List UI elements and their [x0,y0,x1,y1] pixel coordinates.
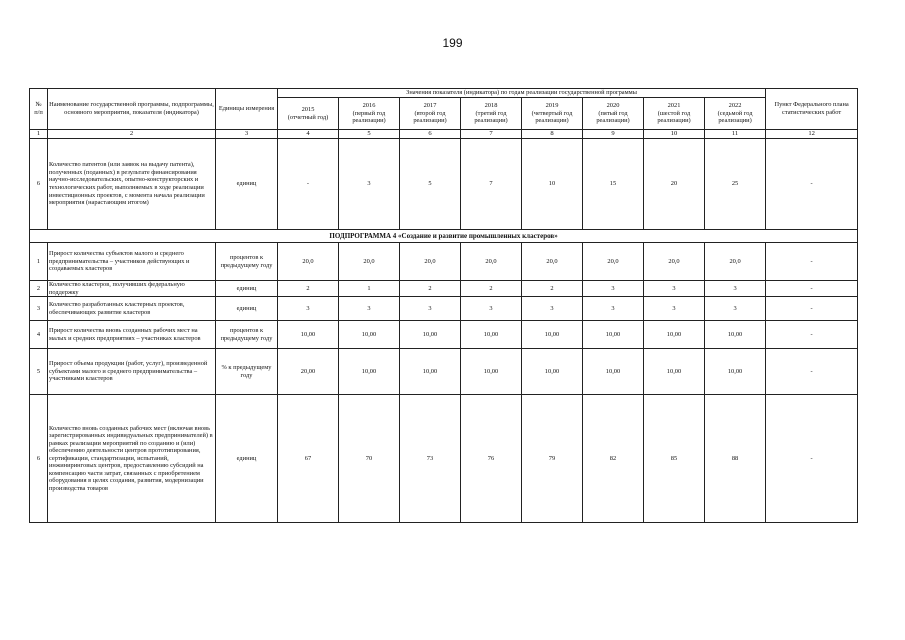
statistical-plan-point: - [766,243,858,281]
indicator-value: 3 [705,281,766,297]
indicator-value: 3 [644,297,705,321]
statistical-plan-point: - [766,281,858,297]
indicator-value: 15 [583,139,644,230]
indicator-value: 20,0 [522,243,583,281]
indicator-value: 3 [705,297,766,321]
indicator-value: 10,00 [583,321,644,349]
indicator-value: 88 [705,395,766,523]
table-row [30,281,858,297]
subprogram-title: ПОДПРОГРАММА 4 «Создание и развитие промышленных кластеров» [30,230,858,243]
header-year-2017 [400,98,461,130]
indicator-value: 7 [461,139,522,230]
indicator-name: Количество вновь созданных рабочих мест (включая вновь зарегистрированных индивидуальных предпринимателей) в рамках реализации мероприятий по созданию и (или) обеспечению деятельности центров прототипирования, сертификации, стандартизации, испытаний, инжиниринговых центров, предоставлению субсидий на компенсацию части затрат, связанных с приобретением оборудования в целях создания, развития, модернизации производства товаров [48,395,216,523]
indicator-name: Прирост количества субъектов малого и среднего предпринимательства – участников действующих и создаваемых кластеров [48,243,216,281]
indicator-value: 2 [278,281,339,297]
indicator-value: 10 [522,139,583,230]
table-row [30,139,858,230]
indicator-value: 25 [705,139,766,230]
header-year-note: (седьмой год реализации) [717,109,753,125]
header-year-value: 2020 [606,102,620,110]
column-number-2: 2 [48,130,216,139]
indicator-value: 10,00 [400,321,461,349]
header-name: Наименование государственной программы, подпрограммы, основного мероприятия, показателя (индикатора) [48,89,216,130]
indicator-value: 3 [339,297,400,321]
header-year-value: 2017 [423,102,437,110]
indicator-value: 3 [583,297,644,321]
indicator-value: 20,0 [583,243,644,281]
header-year-value: 2015 [301,105,315,113]
header-point: Пункт Федерального плана статистических работ [766,89,858,130]
indicator-unit: % к предыдущему году [216,349,278,395]
indicator-value: 20,0 [705,243,766,281]
indicator-name: Количество кластеров, получивших федеральную поддержку [48,281,216,297]
indicator-value: 10,00 [705,349,766,395]
header-values-group: Значения показателя (индикатора) по годам реализации государственной программы [278,89,766,98]
indicator-value: 10,00 [644,321,705,349]
header-year-2019 [522,98,583,130]
row-number: 4 [30,321,48,349]
statistical-plan-point: - [766,139,858,230]
statistical-plan-point: - [766,321,858,349]
column-number-5: 5 [339,130,400,139]
indicator-unit: процентов к предыдущему году [216,243,278,281]
indicator-value: 5 [400,139,461,230]
subprogram-row [30,230,858,243]
header-year-note: (первый год реализации) [352,109,386,125]
row-number: 6 [30,139,48,230]
indicator-value: 1 [339,281,400,297]
indicator-value: 3 [400,297,461,321]
header-year-2015 [278,98,339,130]
indicator-value: 20,0 [339,243,400,281]
indicator-value: 10,00 [339,349,400,395]
header-year-note: (пятый год реализации) [596,109,630,125]
column-number-11: 11 [705,130,766,139]
header-year-note: (шестой год реализации) [657,109,691,125]
indicator-value: 10,00 [461,349,522,395]
indicator-value: 3 [339,139,400,230]
header-year-note: (четвертый год реализации) [531,109,573,125]
indicator-value: 2 [461,281,522,297]
indicator-unit: единиц [216,395,278,523]
indicator-value: 10,00 [278,321,339,349]
indicator-value: 2 [522,281,583,297]
column-number-6: 6 [400,130,461,139]
indicator-value: 79 [522,395,583,523]
indicator-name: Прирост количества вновь созданных рабочих мест на малых и средних предприятиях – участниках кластеров [48,321,216,349]
table-row [30,395,858,523]
indicator-unit: единиц [216,297,278,321]
header-year-2021 [644,98,705,130]
header-year-value: 2019 [545,102,559,110]
indicator-value: 20,00 [278,349,339,395]
table-row [30,297,858,321]
indicator-value: 10,00 [339,321,400,349]
indicator-name: Прирост объема продукции (работ, услуг), произведенной субъектами малого и среднего предпринимательства – участниками кластеров [48,349,216,395]
header-year-value: 2018 [484,102,498,110]
row-number: 6 [30,395,48,523]
indicators-table [29,88,858,523]
indicator-unit: единиц [216,139,278,230]
column-number-1: 1 [30,130,48,139]
indicator-value: 20,0 [644,243,705,281]
statistical-plan-point: - [766,297,858,321]
indicator-value: 3 [644,281,705,297]
header-unit: Единицы измерения [216,89,278,130]
header-year-value: 2016 [362,102,376,110]
indicator-value: 3 [461,297,522,321]
indicator-unit: процентов к предыдущему году [216,321,278,349]
table-row [30,321,858,349]
indicator-value: 20,0 [400,243,461,281]
indicator-value: 10,00 [400,349,461,395]
table-row [30,349,858,395]
row-number: 2 [30,281,48,297]
indicator-value: 3 [522,297,583,321]
indicator-unit: единиц [216,281,278,297]
indicator-value: 82 [583,395,644,523]
column-number-7: 7 [461,130,522,139]
row-number: 1 [30,243,48,281]
indicator-value: 20,0 [461,243,522,281]
column-number-9: 9 [583,130,644,139]
indicator-value: 10,00 [461,321,522,349]
header-year-2022 [705,98,766,130]
header-year-value: 2022 [728,102,742,110]
header-year-note: (третий год реализации) [474,109,508,125]
header-year-2018 [461,98,522,130]
column-number-10: 10 [644,130,705,139]
header-year-note: (второй год реализации) [413,109,447,125]
indicator-value: 2 [400,281,461,297]
page-number: 199 [442,36,463,50]
indicator-value: 10,00 [705,321,766,349]
indicator-value: 3 [583,281,644,297]
indicator-value: 85 [644,395,705,523]
header-year-value: 2021 [667,102,681,110]
indicator-value: 20 [644,139,705,230]
indicator-value: 10,00 [583,349,644,395]
row-number: 5 [30,349,48,395]
column-number-4: 4 [278,130,339,139]
indicator-value: 73 [400,395,461,523]
indicator-value: 10,00 [522,349,583,395]
indicator-value: 76 [461,395,522,523]
indicator-value: 10,00 [522,321,583,349]
column-number-3: 3 [216,130,278,139]
indicator-value: 67 [278,395,339,523]
indicator-name: Количество разработанных кластерных проектов, обеспечивающих развитие кластеров [48,297,216,321]
header-year-2016 [339,98,400,130]
row-number: 3 [30,297,48,321]
indicator-value: 70 [339,395,400,523]
table-row [30,243,858,281]
column-number-12: 12 [766,130,858,139]
indicator-name: Количество патентов (или заявок на выдачу патента), полученных (поданных) в результате финансирования научно-исследовательских, опытно-конструкторских и технологических работ, выполняемых в ходе реализации инвестиционных проектов, с момента начала реализации мероприятия (нарастающим итогом) [48,139,216,230]
indicator-value: 3 [278,297,339,321]
header-year-2020 [583,98,644,130]
header-num: № п/п [30,89,48,130]
indicator-value: - [278,139,339,230]
statistical-plan-point: - [766,349,858,395]
indicator-value: 10,00 [644,349,705,395]
column-number-8: 8 [522,130,583,139]
indicator-value: 20,0 [278,243,339,281]
statistical-plan-point: - [766,395,858,523]
header-year-note: (отчетный год) [287,113,329,121]
